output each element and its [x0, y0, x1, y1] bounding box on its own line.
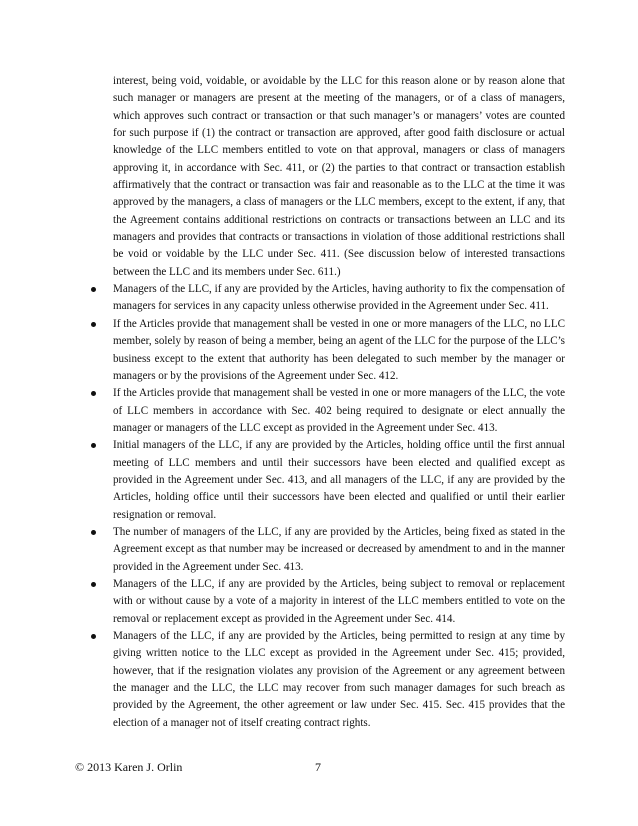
bullet-item	[113, 316, 565, 385]
bullet-text: If the Articles provide that management shall be vested in one or more managers of the LLC, the vote of LLC members in accordance with Sec. 402 being required to designate or elect annually the manager or managers of the LLC except as provided in the Agreement under Sec. 413.	[113, 387, 565, 434]
bullet-item	[113, 524, 565, 576]
bullet-item	[113, 281, 565, 316]
bullet-icon	[91, 287, 96, 292]
page-number: 7	[315, 760, 321, 774]
bullet-text: Managers of the LLC, if any are provided by the Articles, having authority to fix the compensation of managers for services in any capacity unless otherwise provided in the Agreement under Sec. 411.	[113, 283, 565, 313]
bullet-icon	[91, 582, 96, 587]
bullet-icon	[91, 443, 96, 448]
bullet-item	[113, 628, 565, 732]
bullet-text: Managers of the LLC, if any are provided by the Articles, being subject to removal or replacement with or without cause by a vote of a majority in interest of the LLC members entitled to vote on the removal or replacement except as provided in the Agreement under Sec. 414.	[113, 577, 565, 625]
bullet-icon	[91, 322, 96, 327]
footer-copyright: © 2013 Karen J. Orlin	[75, 760, 183, 774]
bullet-icon	[91, 634, 96, 639]
bullet-icon	[91, 530, 96, 535]
bullet-text: Managers of the LLC, if any are provided by the Articles, being permitted to resign at any time by giving written notice to the LLC except as provided in the Agreement under Sec. 415; provided, however, that if the resignation violates any provision of the Agreement or any agreement between the manager and the LLC, the LLC may recover from such manager damages for such breach as provided by the Agreement, the other agreement or law under Sec. 415. Sec. 415 provides that the election of a manager not of itself creating contract rights.	[113, 630, 565, 729]
bullet-icon	[91, 391, 96, 396]
bullet-item	[113, 385, 565, 437]
bullet-list	[113, 281, 565, 732]
bullet-text: Initial managers of the LLC, if any are provided by the Articles, holding office until the first annual meeting of LLC members and until their successors have been elected and qualified except as provided in the Agreement under Sec. 413, and all managers of the LLC, if any are provided by the Articles, holding office until their successors have been elected and qualified or until their earlier resignation or removal.	[113, 439, 565, 521]
document-body	[113, 73, 565, 732]
bullet-item	[113, 576, 565, 628]
bullet-text: The number of managers of the LLC, if any are provided by the Articles, being fixed as stated in the Agreement except as that number may be increased or decreased by amendment to and in the manner provided in the Agreement under Sec. 413.	[113, 525, 565, 573]
bullet-text: If the Articles provide that management shall be vested in one or more managers of the LLC, no LLC member, solely by reason of being a member, being an agent of the LLC for the purpose of the LLC’s business except to the extent that authority has been delegated to such member by the manager or managers or by the provisions of the Agreement under Sec. 412.	[113, 317, 565, 382]
bullet-item	[113, 437, 565, 524]
continuation-paragraph: interest, being void, voidable, or avoidable by the LLC for this reason alone or by reason alone that such manager or managers are present at the meeting of the managers, or of a class of managers, which approves such contract or transaction or that such manager’s or managers’ votes are counted for such purpose if (1) the contract or transaction are approved, after good faith disclosure or actual knowledge of the LLC members entitled to vote on that approval, managers or class of managers approving it, in accordance with Sec. 411, or (2) the parties to that contract or transaction establish affirmatively that the contract or transaction was fair and reasonable as to the LLC at the time it was approved by the managers, a class of managers or the LLC members, except to the extent, if any, that the Agreement contains additional restrictions on contracts or transactions between an LLC and its managers and provides that contracts or transactions in violation of those additional restrictions shall be void or voidable by the LLC under Sec. 411. (See discussion below of interested transactions between the LLC and its members under Sec. 611.)	[113, 75, 565, 278]
